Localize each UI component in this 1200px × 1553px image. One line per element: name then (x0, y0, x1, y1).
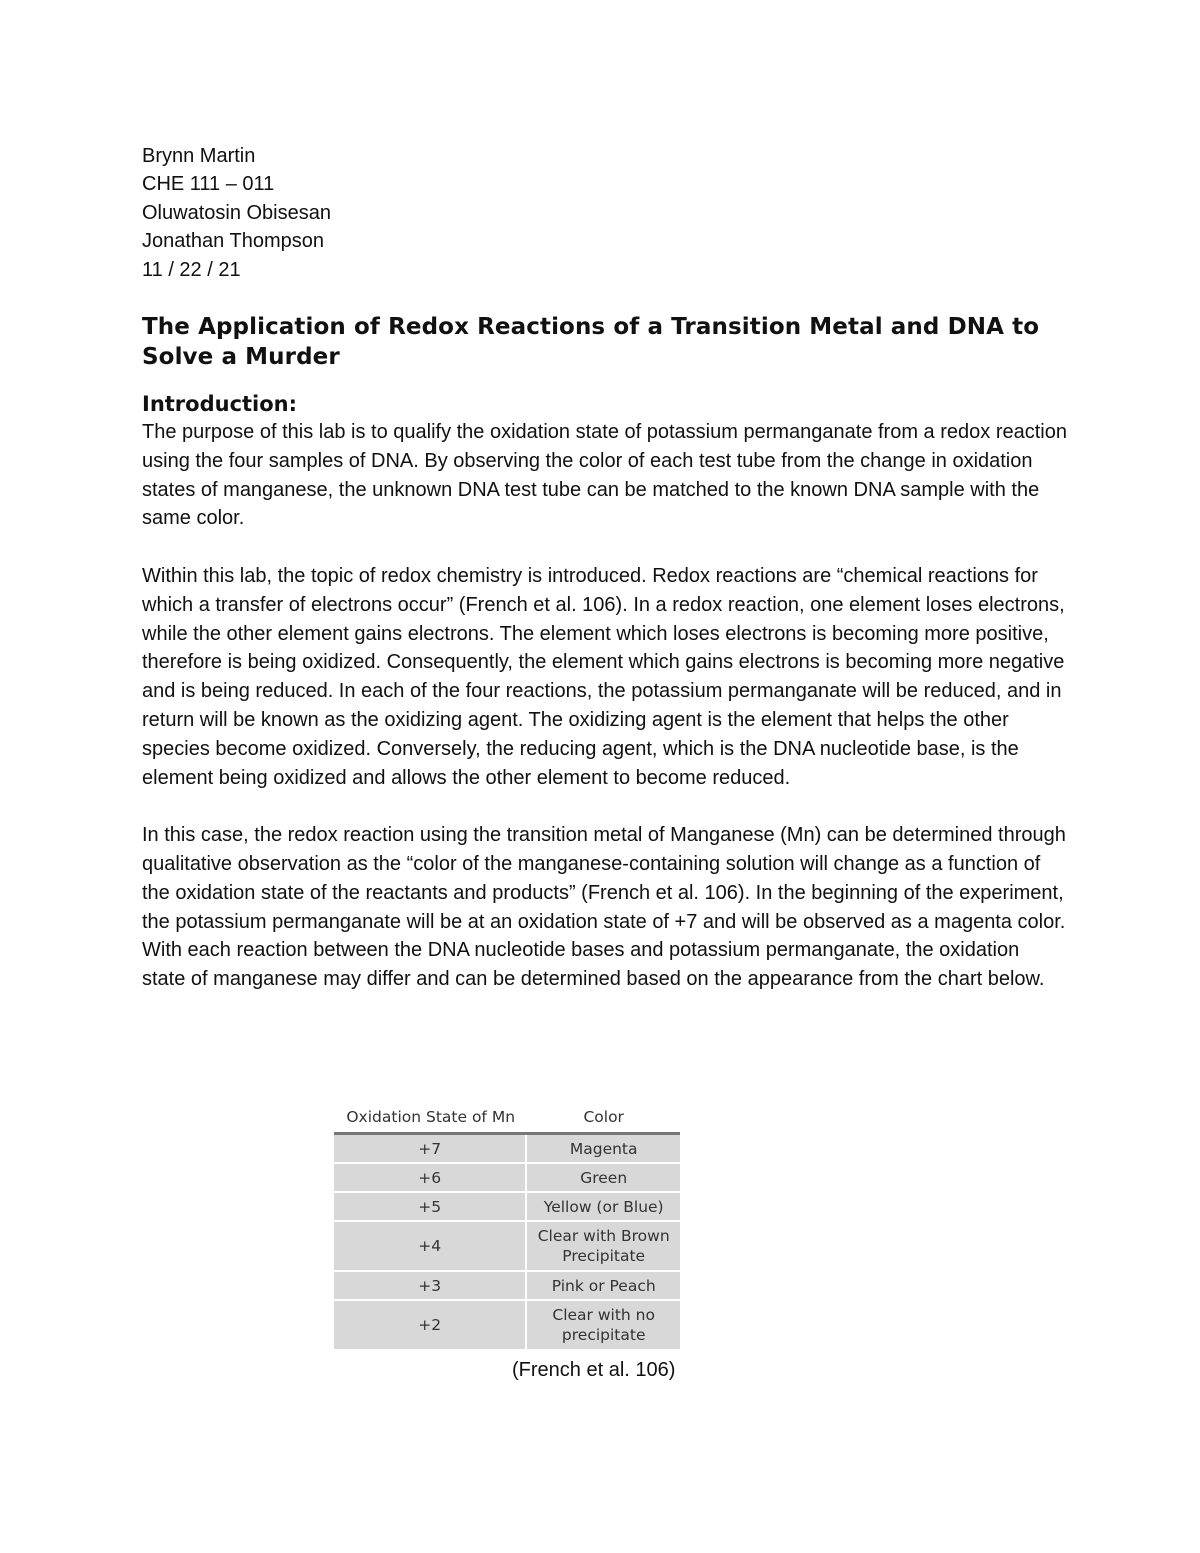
color-cell: Clear with Brown Precipitate (527, 1222, 680, 1272)
table-row (334, 1135, 680, 1164)
document-title: The Application of Redox Reactions of a Transition Metal and DNA to Solve a Murder (142, 314, 1040, 371)
column-header-color: Color (527, 1102, 680, 1135)
paragraph: The purpose of this lab is to qualify the oxidation state of potassium permanganate from a redox reaction using the four samples of DNA. By observing the color of each test tube from the change in oxidation states of manganese, the unknown DNA test tube can be matched to the known DNA sample with the same color. (142, 421, 1067, 530)
color-cell: Pink or Peach (527, 1272, 680, 1301)
partner-name: Jonathan Thompson (142, 230, 324, 253)
color-cell: Green (527, 1164, 680, 1193)
oxidation-state-cell: +3 (334, 1272, 527, 1301)
paragraph: In this case, the redox reaction using the transition metal of Manganese (Mn) can be determined through qualitative observation as the “color of the manganese-containing solution will change as a function of the oxidation state of the reactants and products” (French et al. 106). In the beginning of the experiment, the potassium permanganate will be at an oxidation state of +7 and will be observed as a magenta color. With each reaction between the DNA nucleotide bases and potassium permanganate, the oxidation state of manganese may differ and can be determined based on the appearance from the chart below. (142, 824, 1066, 991)
oxidation-state-cell: +7 (334, 1135, 527, 1164)
color-cell: Clear with no precipitate (527, 1301, 680, 1351)
introduction-heading: Introduction: (142, 392, 298, 417)
oxidation-state-cell: +6 (334, 1164, 527, 1193)
color-cell: Yellow (or Blue) (527, 1193, 680, 1222)
color-cell: Magenta (527, 1135, 680, 1164)
table-row (334, 1222, 680, 1272)
table-header-row (334, 1102, 680, 1135)
column-header-oxidation-state: Oxidation State of Mn (334, 1102, 527, 1135)
paragraph: Within this lab, the topic of redox chemistry is introduced. Redox reactions are “chemical reactions for which a transfer of electrons occur” (French et al. 106). In a redox reaction, one element loses electrons, while the other element gains electrons. The element which loses electrons is becoming more positive, therefore is being oxidized. Consequently, the element which gains electrons is becoming more negative and is being reduced. In each of the four reactions, the potassium permanganate will be reduced, and in return will be known as the oxidizing agent. The oxidizing agent is the element that helps the other species become oxidized. Conversely, the reducing agent, which is the DNA nucleotide base, is the element being oxidized and allows the other element to become reduced. (142, 565, 1065, 789)
table-row (334, 1164, 680, 1193)
table-citation: (French et al. 106) (512, 1359, 676, 1381)
report-date: 11 / 22 / 21 (142, 258, 241, 281)
header-block (142, 142, 1067, 284)
table-row (334, 1301, 680, 1351)
oxidation-state-table-container (334, 1102, 680, 1351)
author-name: Brynn Martin (142, 145, 256, 167)
oxidation-state-cell: +5 (334, 1193, 527, 1222)
oxidation-state-table (334, 1102, 680, 1351)
table-row (334, 1193, 680, 1222)
document-body (142, 142, 1067, 994)
partner-name: Oluwatosin Obisesan (142, 201, 331, 224)
course-code: CHE 111 – 011 (142, 173, 275, 196)
oxidation-state-cell: +2 (334, 1301, 527, 1351)
table-row (334, 1272, 680, 1301)
introduction-section (142, 418, 1067, 994)
oxidation-state-cell: +4 (334, 1222, 527, 1272)
